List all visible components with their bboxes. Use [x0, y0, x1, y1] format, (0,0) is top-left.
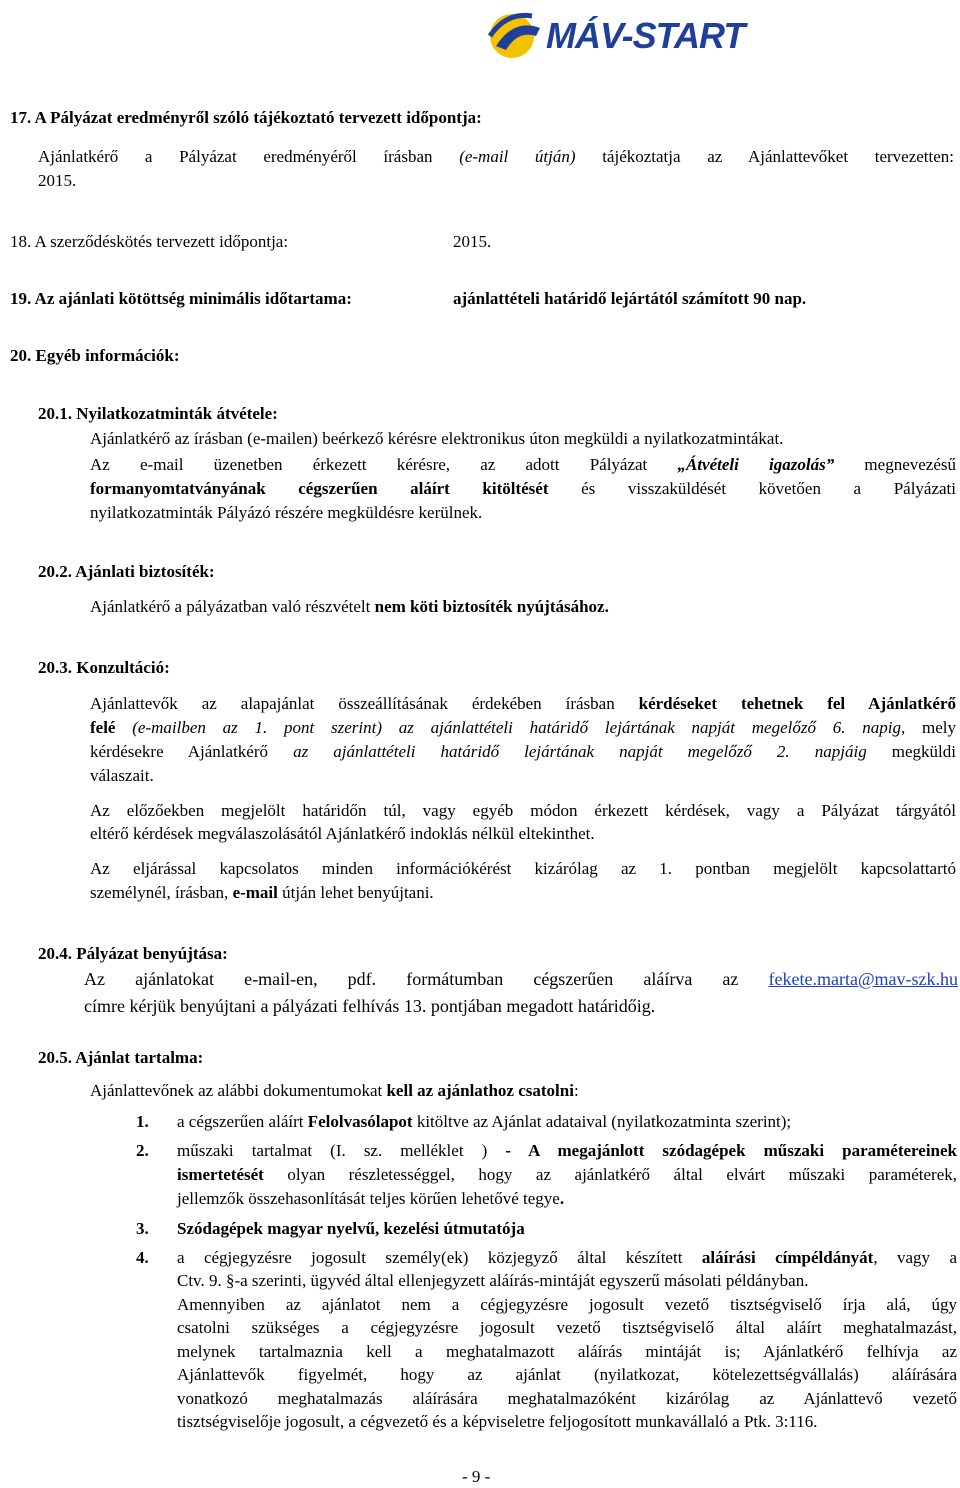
section-20-title: 20. Egyéb információk:: [10, 346, 180, 365]
section-19-value: ajánlattételi határidő lejártától számított 90 nap.: [453, 289, 807, 308]
section-17-body: Ajánlatkérő a Pályázat eredményéről írásban (e-mail útján) tájékoztatja az Ajánlattevőket tervezetten:: [38, 147, 955, 166]
section-20-3-p1-line1: Ajánlattevők az alapajánlat összeállításának érdekében írásban kérdéseket tehetnek fel Ajánlatkérő: [90, 694, 956, 713]
list-item-4-line6: Ajánlattevők figyelmét, hogy az ajánlat (nyilatkozat, kötelezettségvállalás) aláírására: [177, 1365, 957, 1384]
list-item-number: 4.: [136, 1248, 149, 1267]
list-item-4-line5: melynek tartalmaznia kell a meghatalmazott aláírás mintáját is; Ajánlatkérő felhívja az: [177, 1342, 957, 1361]
section-20-5-intro: Ajánlattevőnek az alábbi dokumentumokat kell az ajánlathoz csatolni:: [90, 1081, 579, 1100]
list-item-1: a cégszerűen aláírt Felolvasólapot kitöltve az Ajánlat adataival (nyilatkozatminta szerint);: [177, 1112, 792, 1131]
page-number: - 9 -: [462, 1467, 491, 1486]
list-item-number: 3.: [136, 1219, 149, 1238]
list-item-number: 1.: [136, 1112, 149, 1131]
section-20-3-p1-line2: felé (e-mailben az 1. pont szerint) az ajánlattételi határidő lejártának napját megelőző 6. napig, mely: [90, 718, 956, 737]
section-17-year: 2015.: [38, 171, 77, 190]
list-item-number: 2.: [136, 1141, 149, 1160]
section-20-1-line4: nyilatkozatminták Pályázó részére megküldésre kerülnek.: [90, 503, 483, 522]
list-item-2-line2: ismertetését olyan részletességgel, hogy az ajánlatkérő által elvárt műszaki paraméterek,: [177, 1165, 957, 1184]
section-20-1-line1: Ajánlatkérő az írásban (e-mailen) beérkező kérésre elektronikus úton megküldi a nyilatkozatmintákat.: [90, 429, 784, 448]
list-item-2-line1: műszaki tartalmat (I. sz. melléklet ) - A megajánlott szódagépek műszaki paramétereinek: [177, 1141, 958, 1160]
list-item-4-line7: vonatkozó meghatalmazás aláírására meghatalmazóként kizárólag az Ajánlattevő vezető: [177, 1389, 957, 1408]
logo-text: MÁV-START: [546, 15, 745, 56]
section-20-3-p2-line2: eltérő kérdések megválaszolásától Ajánlatkérő indoklás nélkül eltekinthet.: [90, 824, 595, 843]
section-20-3-title: 20.3. Konzultáció:: [38, 658, 170, 677]
list-item-3: Szódagépek magyar nyelvű, kezelési útmutatója: [177, 1219, 525, 1238]
section-20-4-title: 20.4. Pályázat benyújtása:: [38, 944, 228, 963]
section-20-3-p1-line3: kérdésekre Ajánlatkérő az ajánlattételi határidő lejártának napját megelőző 2. napjáig megküldi: [90, 742, 956, 761]
section-18-value: 2015.: [453, 232, 492, 251]
section-20-3-p2-line1: Az előzőekben megjelölt határidőn túl, vagy egyéb módon érkezett kérdések, vagy a Pályázat tárgyától: [90, 801, 956, 820]
list-item-4-line1: a cégjegyzésre jogosult személy(ek) közjegyző által készített aláírási címpéldányát, vagy a: [177, 1248, 958, 1267]
list-item-4-line8: tisztségviselője jogosult, a cégvezető és a képviseletre feljogosított munkavállaló a Ptk. 3:116.: [177, 1412, 818, 1431]
list-item-4-line2: Ctv. 9. §-a szerinti, ügyvéd által ellenjegyzett aláírás-mintáját egyszerű másolati példányban.: [177, 1271, 809, 1290]
section-20-3-p3-line1: Az eljárással kapcsolatos minden információkérést kizárólag az 1. pontban megjelölt kapcsolattartó: [90, 859, 956, 878]
section-18-title: 18. A szerződéskötés tervezett időpontja:: [10, 232, 289, 251]
section-20-2-line: Ajánlatkérő a pályázatban való részvételt nem köti biztosíték nyújtásához.: [90, 597, 609, 616]
list-item-2-line3: jellemzők összehasonlítását teljes körűen lehetővé tegye.: [177, 1189, 565, 1208]
list-item-4-line4: csatolni szükséges a cégjegyzésre jogosult vezető tisztségviselő által aláírt meghatalmazást,: [177, 1318, 957, 1337]
section-20-3-p1-line4: válaszait.: [90, 766, 154, 785]
section-20-2-title: 20.2. Ajánlati biztosíték:: [38, 562, 215, 581]
section-20-3-p3-line2: személynél, írásban, e-mail útján lehet benyújtani.: [90, 883, 434, 902]
section-20-4-line2: címre kérjük benyújtani a pályázati felhívás 13. pontjában megadott határidőig.: [84, 996, 656, 1016]
section-20-1-line2: Az e-mail üzenetben érkezett kérésre, az adott Pályázat „Átvételi igazolás” megnevezésű: [90, 455, 956, 474]
section-19-title: 19. Az ajánlati kötöttség minimális időtartama:: [10, 289, 352, 308]
section-20-1-title: 20.1. Nyilatkozatminták átvétele:: [38, 404, 278, 423]
list-item-4-line3: Amennyiben az ajánlatot nem a cégjegyzésre jogosult vezető tisztségviselő írja alá, úgy: [177, 1295, 957, 1314]
email-link[interactable]: fekete.marta@mav-szk.hu: [768, 969, 958, 989]
section-20-4-line1: Az ajánlatokat e-mail-en, pdf. formátumban cégszerűen aláírva az fekete.marta@mav-szk.hu: [84, 969, 958, 989]
section-17-title: 17. A Pályázat eredményről szóló tájékoztató tervezett időpontja:: [10, 108, 482, 127]
section-20-1-line3: formanyomtatványának cégszerűen aláírt kitöltését és visszaküldését követően a Pályázati: [90, 479, 956, 498]
section-20-5-title: 20.5. Ajánlat tartalma:: [38, 1048, 204, 1067]
